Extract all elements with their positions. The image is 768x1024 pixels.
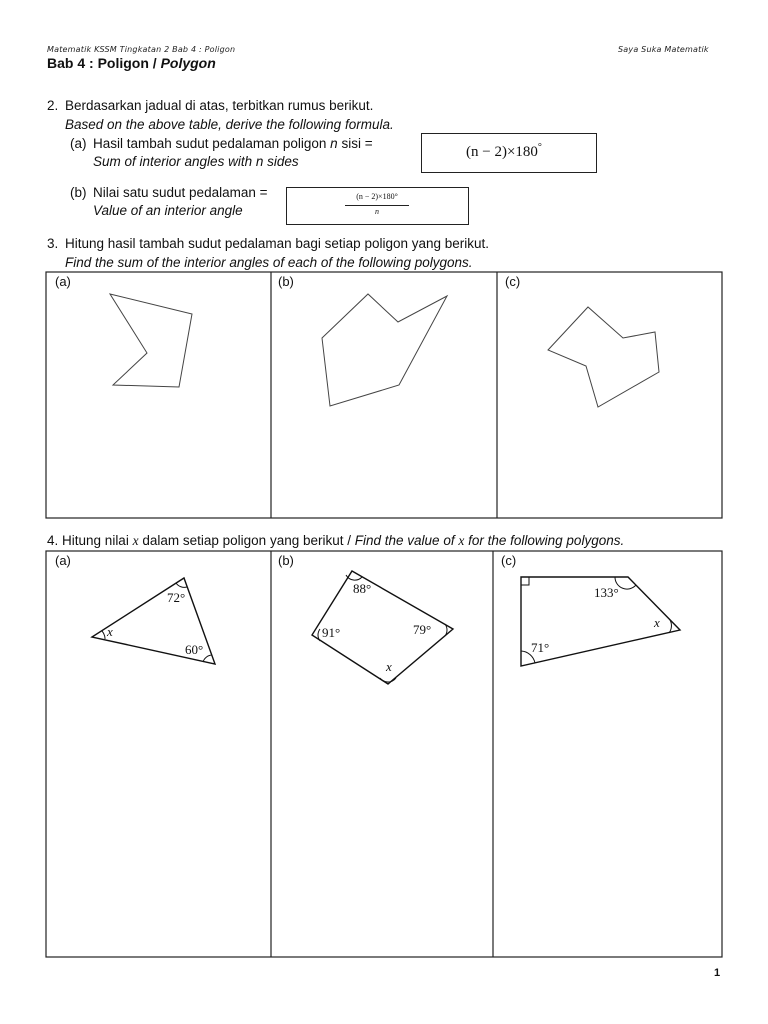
q2a-text-english: Sum of interior angles with n sides <box>93 154 299 169</box>
q2a-formula-degree: ° <box>537 142 542 153</box>
q2b-denominator: n <box>375 207 379 216</box>
q2a-text-pre: Hasil tambah sudut pedalaman poligon <box>93 136 327 151</box>
q2a-text-post: sisi = <box>341 136 373 151</box>
q2-text-english: Based on the above table, derive the following formula. <box>65 117 394 132</box>
q4-number: 4. <box>47 533 59 548</box>
q2-text-malay: Berdasarkan jadual di atas, terbitkan rumus berikut. <box>65 98 374 113</box>
q4b-angle-79: 79° <box>413 622 432 637</box>
q3-polygon-a <box>110 294 192 387</box>
q2b-text-malay: Nilai satu sudut pedalaman = <box>93 185 268 200</box>
q3-text-malay: Hitung hasil tambah sudut pedalaman bagi setiap poligon yang berikut. <box>65 236 490 251</box>
q4b-angle-88: 88° <box>353 581 372 596</box>
q4c-angle-arc-right <box>669 620 671 633</box>
q2-number: 2. <box>47 98 59 113</box>
q3-label-a: (a) <box>55 274 71 289</box>
q4-label-c: (c) <box>501 553 517 568</box>
q4-text-en-post: for the following polygons. <box>468 533 625 548</box>
title-english: Polygon <box>160 55 216 71</box>
q4c-angle-133: 133° <box>594 585 619 600</box>
q3-number: 3. <box>47 236 59 251</box>
q3-polygon-b <box>322 294 447 406</box>
q4a-angle-x: x <box>107 624 113 639</box>
q3-text-english: Find the sum of the interior angles of each of the following polygons. <box>65 255 473 270</box>
q4-text-post: dalam setiap poligon yang berikut / <box>142 533 351 548</box>
q4c-angle-71: 71° <box>531 640 550 655</box>
q2a-label: (a) <box>70 136 87 151</box>
title-malay: Bab 4 : Poligon / <box>47 55 157 71</box>
q4-table-border <box>46 551 722 957</box>
q2b-numerator: (n − 2)×180° <box>356 192 398 201</box>
q4-label-a: (a) <box>55 553 71 568</box>
q2a-formula-text: (n − 2)×180 <box>466 144 538 160</box>
page-number: 1 <box>714 967 721 979</box>
q4-text-en-pre: Find the value of <box>354 533 455 548</box>
q2b-text-english: Value of an interior angle <box>93 203 243 218</box>
q3-label-b: (b) <box>278 274 294 289</box>
q2b-label: (b) <box>70 185 87 200</box>
q4a-angle-arc-left <box>102 631 105 639</box>
q4-text-pre: Hitung nilai <box>62 533 129 548</box>
q4-table <box>46 551 722 957</box>
q4c-right-angle-marker <box>521 577 529 585</box>
q4c-angle-x: x <box>654 615 660 630</box>
q3-label-c: (c) <box>505 274 521 289</box>
q4a-angle-60: 60° <box>185 642 204 657</box>
q2a-text-var: n <box>330 136 338 151</box>
q4-text-en-var: x <box>458 533 465 548</box>
q4-text-var: x <box>132 533 139 548</box>
q4a-angle-72: 72° <box>167 590 186 605</box>
q3-polygon-c <box>548 307 659 407</box>
q4-label-b: (b) <box>278 553 294 568</box>
header-right: Saya Suka Matematik <box>618 45 709 54</box>
q4b-angle-91: 91° <box>322 625 341 640</box>
header-left: Matematik KSSM Tingkatan 2 Bab 4 : Poligon <box>47 45 236 54</box>
q4b-angle-x: x <box>386 659 392 674</box>
